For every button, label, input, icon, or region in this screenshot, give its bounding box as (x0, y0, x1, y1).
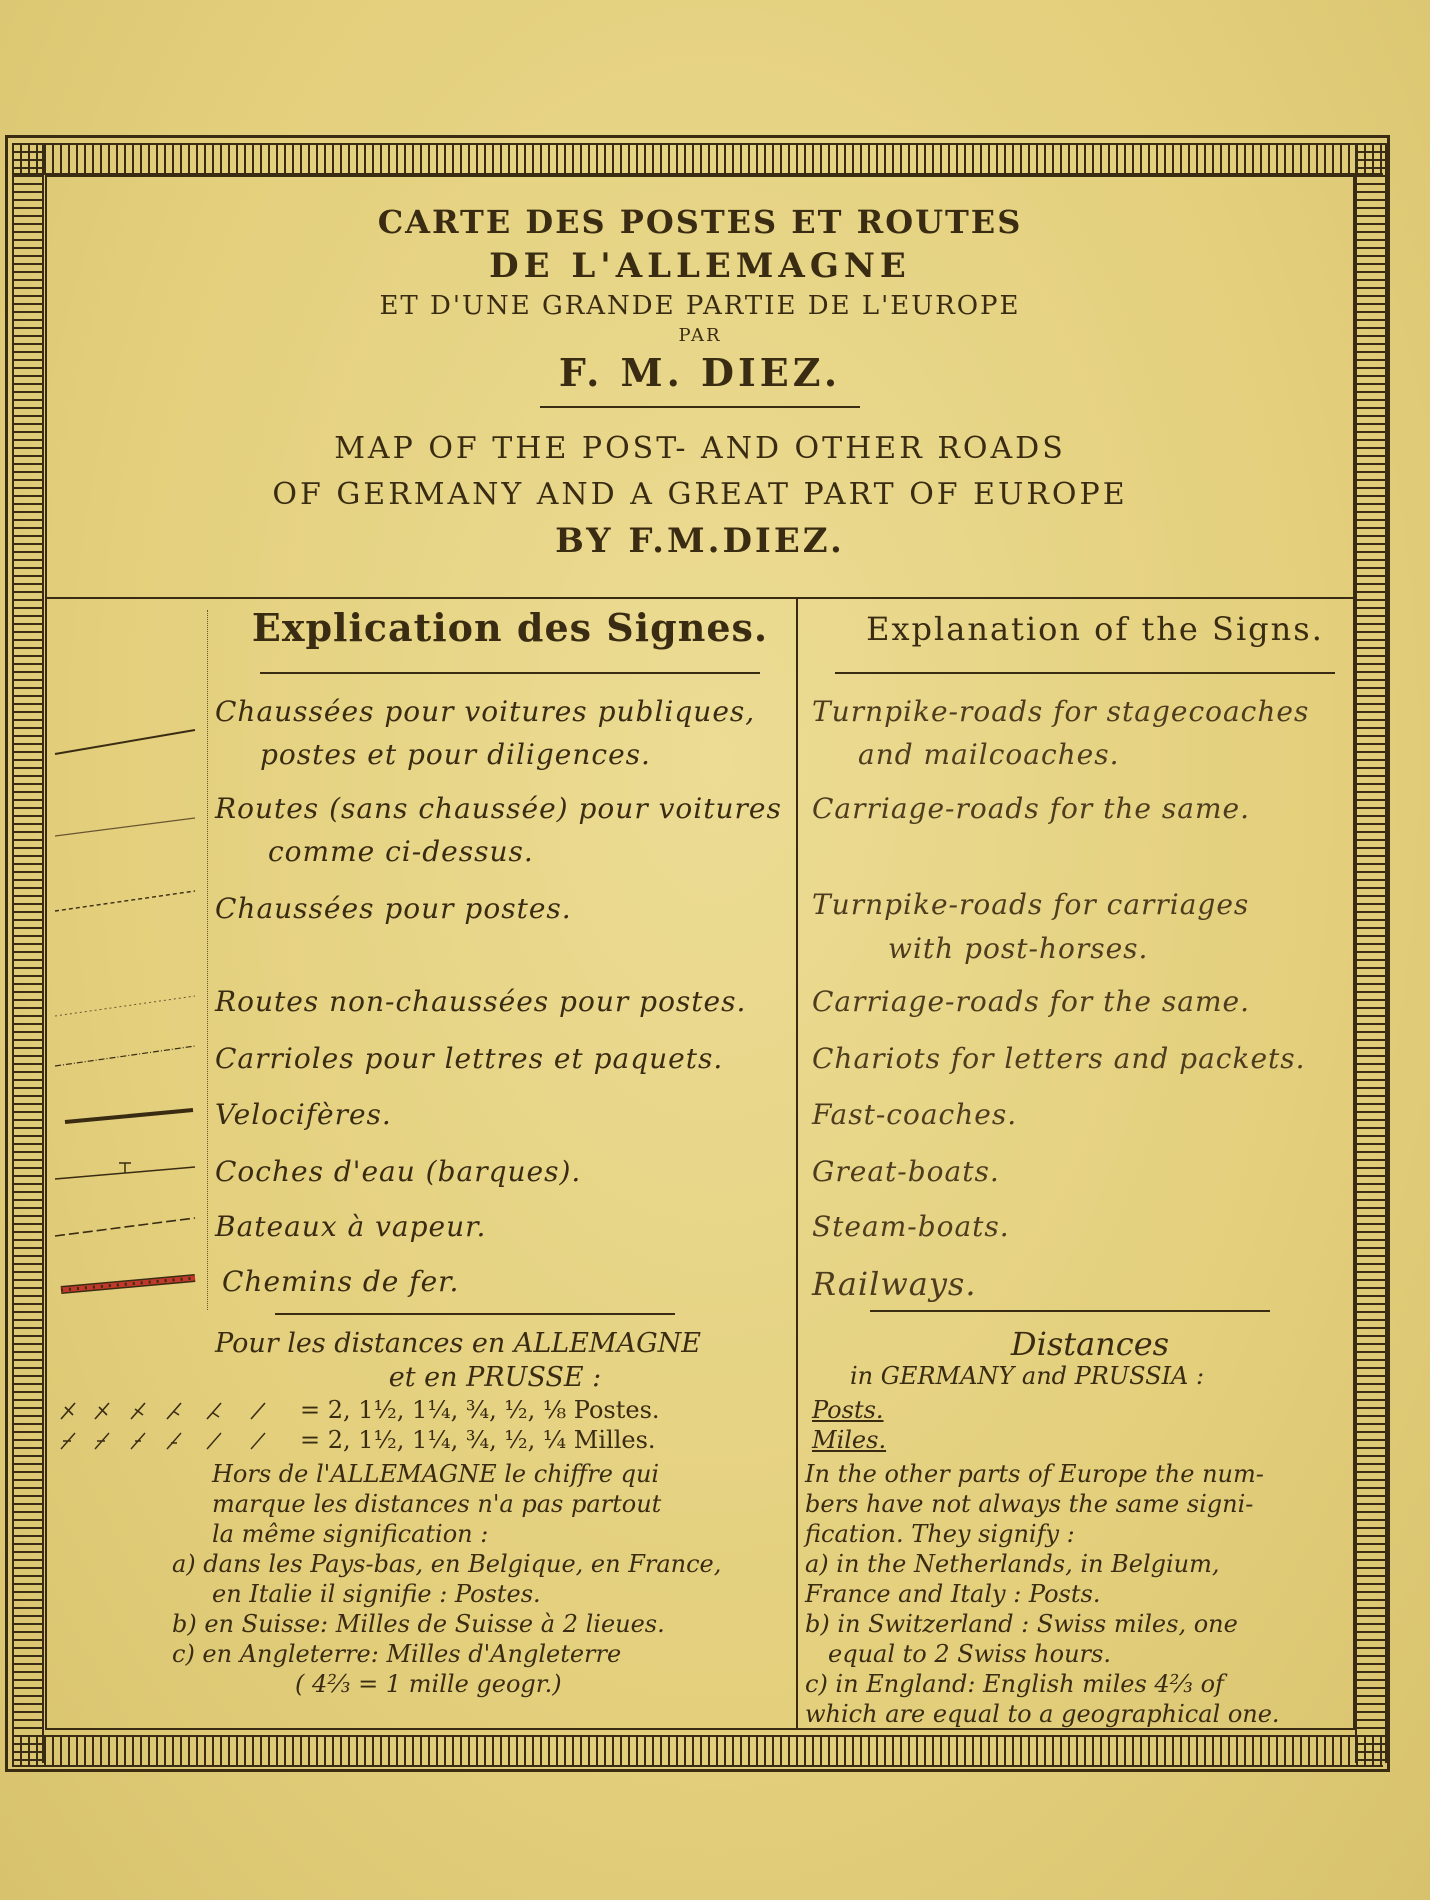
dist-fr-postes: = 2, 1½, 1¼, ¾, ½, ⅛ Postes. (300, 1396, 660, 1424)
legend-en-3b: with post-horses. (888, 932, 1149, 965)
title-en-line2: OF GERMANY AND A GREAT PART OF EUROPE (272, 477, 1128, 512)
legend-fr-8: Bateaux à vapeur. (215, 1210, 487, 1243)
legend-top-rule (45, 597, 1355, 599)
dist-fr-heading2: et en PRUSSE : (388, 1362, 602, 1393)
legend-heading-en: Explanation of the Signs. (866, 610, 1324, 648)
symbol-water-coach (45, 1155, 205, 1185)
symbol-velocifere (45, 1100, 205, 1130)
title-fr-line3: ET D'UNE GRANDE PARTIE DE L'EUROPE (379, 291, 1021, 321)
column-divider (796, 597, 798, 1728)
legend-en-9: Railways. (812, 1265, 977, 1303)
heading-rule-fr (260, 672, 760, 674)
symbol-post-carriage-road (45, 990, 205, 1020)
legend-en-8: Steam-boats. (812, 1210, 1010, 1243)
symbol-column-divider (207, 610, 208, 1310)
legend-en-4: Carriage-roads for the same. (812, 985, 1250, 1018)
symbol-steamboat (45, 1212, 205, 1242)
title-fr-line2: DE L'ALLEMAGNE (489, 246, 911, 286)
milles-marks (55, 1427, 315, 1457)
legend-fr-1b: postes et pour diligences. (260, 738, 651, 771)
dist-fr-milles: = 2, 1½, 1¼, ¾, ½, ¼ Milles. (300, 1426, 656, 1454)
dist-en-b1: b) in Switzerland : Swiss miles, one (805, 1610, 1238, 1638)
legend-fr-5: Carrioles pour lettres et paquets. (215, 1042, 724, 1075)
legend-heading-fr: Explication des Signes. (251, 605, 769, 650)
dist-fr-heading1: Pour les distances en ALLEMAGNE (215, 1328, 701, 1359)
border-left-ticks (12, 143, 44, 1763)
dist-fr-a2: en Italie il signifie : Postes. (212, 1580, 541, 1608)
legend-en-2: Carriage-roads for the same. (812, 792, 1250, 825)
dist-en-p1: In the other parts of Europe the num- (805, 1460, 1264, 1488)
legend-fr-9: Chemins de fer. (222, 1265, 460, 1298)
dist-fr-a1: a) dans les Pays-bas, en Belgique, en France, (172, 1550, 722, 1578)
legend-en-7: Great-boats. (812, 1155, 1000, 1188)
dist-en-posts: Posts. (812, 1396, 884, 1424)
legend-en-6: Fast-coaches. (812, 1098, 1018, 1131)
title-fr-line1: CARTE DES POSTES ET ROUTES (377, 203, 1023, 241)
dist-en-heading2: in GERMANY and PRUSSIA : (850, 1362, 1205, 1390)
symbol-turnpike-road (45, 720, 205, 760)
legend-fr-3: Chaussées pour postes. (215, 892, 572, 925)
title-en-line3: BY F.M.DIEZ. (555, 521, 845, 561)
heading-rule-en (835, 672, 1335, 674)
dist-en-c2: which are equal to a geographical one. (805, 1700, 1280, 1728)
dist-fr-c1: c) en Angleterre: Milles d'Angleterre (172, 1640, 622, 1668)
legend-en-1a: Turnpike-roads for stagecoaches (812, 695, 1310, 728)
dist-fr-b1: b) en Suisse: Milles de Suisse à 2 lieues. (172, 1610, 665, 1638)
title-fr-author: F. M. DIEZ. (558, 350, 842, 395)
dist-en-p2: bers have not always the same signi- (805, 1490, 1254, 1518)
legend-fr-4: Routes non-chaussées pour postes. (215, 985, 747, 1018)
title-divider (540, 406, 860, 408)
legend-fr-6: Velocifères. (215, 1098, 392, 1131)
dist-en-b2: equal to 2 Swiss hours. (828, 1640, 1111, 1668)
dist-fr-p2: marque les distances n'a pas partout (212, 1490, 662, 1518)
dist-fr-p1: Hors de l'ALLEMAGNE le chiffre qui (212, 1460, 660, 1488)
border-top-ticks (12, 143, 1383, 175)
legend-fr-1a: Chaussées pour voitures publiques, (215, 695, 756, 728)
postes-marks (55, 1397, 315, 1427)
dist-en-a2: France and Italy : Posts. (805, 1580, 1101, 1608)
legend-fr-2b: comme ci-dessus. (268, 835, 534, 868)
distances-rule-fr (275, 1313, 675, 1315)
border-bottom-ticks (12, 1735, 1383, 1767)
symbol-post-turnpike (45, 885, 205, 915)
legend-fr-2a: Routes (sans chaussée) pour voitures (215, 792, 782, 825)
dist-en-c1: c) in England: English miles 4⅔ of (805, 1670, 1224, 1698)
dist-fr-c2: ( 4⅔ = 1 mille geogr.) (295, 1670, 562, 1698)
distances-rule-en (870, 1310, 1270, 1312)
legend-en-5: Chariots for letters and packets. (812, 1042, 1306, 1075)
legend-en-1b: and mailcoaches. (858, 738, 1120, 771)
dist-en-p3: fication. They signify : (805, 1520, 1075, 1548)
dist-fr-p3: la même signification : (212, 1520, 489, 1548)
border-right-ticks (1355, 143, 1387, 1763)
dist-en-a1: a) in the Netherlands, in Belgium, (805, 1550, 1220, 1578)
legend-fr-7: Coches d'eau (barques). (215, 1155, 582, 1188)
symbol-carriage-road (45, 810, 205, 840)
dist-en-miles: Miles. (812, 1426, 887, 1454)
legend-en-3a: Turnpike-roads for carriages (812, 888, 1250, 921)
title-block (45, 200, 1355, 564)
dist-en-heading1: Distances (1010, 1325, 1170, 1363)
symbol-letter-carriole (45, 1040, 205, 1070)
title-en-line1: MAP OF THE POST- AND OTHER ROADS (334, 431, 1066, 466)
symbol-railway (45, 1268, 205, 1298)
title-fr-par: PAR (678, 325, 722, 346)
